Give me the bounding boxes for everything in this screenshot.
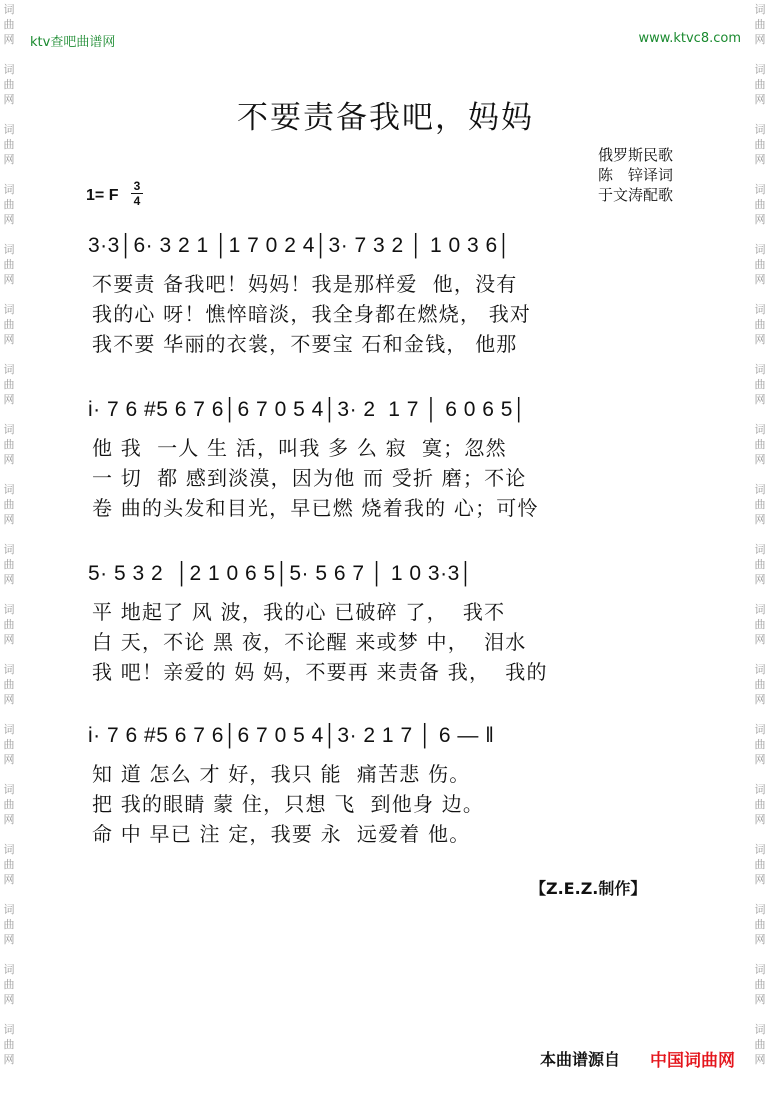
watermark-text: 词 曲 网: [754, 723, 766, 766]
song-title: 不要责备我吧，妈妈: [237, 100, 534, 136]
watermark-text: 词 曲 网: [3, 723, 15, 766]
watermark-text: 词 曲 网: [754, 63, 766, 106]
key-signature: 1= F: [86, 187, 119, 204]
watermark-text: 词 曲 网: [754, 123, 766, 166]
lyric-line-1-verse-2: 我的心 呀！憔悴暗淡，我全身都在燃烧， 我对: [92, 302, 532, 326]
lyric-line-3-verse-3: 我 吧！亲爱的 妈 妈，不要再 来责备 我， 我的: [92, 660, 548, 684]
watermark-text: 词 曲 网: [3, 243, 15, 286]
watermark-text: 词 曲 网: [3, 183, 15, 226]
source-label: 本曲谱源自: [540, 1050, 621, 1069]
watermark-text: 词 曲 网: [3, 963, 15, 1006]
watermark-text: 词 曲 网: [754, 3, 766, 46]
watermark-text: 词 曲 网: [3, 663, 15, 706]
lyric-line-3-verse-2: 白 天，不论 黑 夜，不论醒 来或梦 中， 泪水: [92, 630, 527, 654]
watermark-text: 词 曲 网: [3, 303, 15, 346]
watermark-text: 词 曲 网: [754, 303, 766, 346]
time-signature-top: 3: [133, 179, 141, 193]
notation-line-3: 5· 5 3 2 │2 1 0 6 5│5· 5 6 7 │ 1 0 3·3│: [88, 562, 474, 585]
watermark-text: 词 曲 网: [3, 483, 15, 526]
maker-tag: 【Z.E.Z.制作】: [530, 879, 647, 898]
watermark-text: 词 曲 网: [754, 603, 766, 646]
watermark-text: 词 曲 网: [3, 783, 15, 826]
watermark-text: 词 曲 网: [754, 663, 766, 706]
lyric-line-1-verse-1: 不要责 备我吧！妈妈！我是那样爱 他，没有: [92, 272, 518, 296]
site-name-left[interactable]: ktv查吧曲谱网: [30, 35, 116, 50]
notation-line-1: 3·3│6· 3 2 1 │1 7 0 2 4│3· 7 3 2 │ 1 0 3 6│: [88, 234, 512, 257]
watermark-text: 词 曲 网: [754, 483, 766, 526]
watermark-text: 词 曲 网: [3, 423, 15, 466]
lyric-line-4-verse-1: 知 道 怎么 才 好，我只 能 痛苦悲 伤。: [92, 762, 471, 786]
watermark-text: 词 曲 网: [754, 543, 766, 586]
watermark-text: 词 曲 网: [754, 243, 766, 286]
watermark-text: 词 曲 网: [754, 903, 766, 946]
watermark-text: 词 曲 网: [754, 363, 766, 406]
notation-line-4: i· 7 6 #5 6 7 6│6 7 0 5 4│3· 2 1 7 │ 6 — ‖: [88, 724, 495, 747]
watermark-text: 词 曲 网: [3, 3, 15, 46]
watermark-text: 词 曲 网: [754, 843, 766, 886]
lyric-line-2-verse-3: 卷 曲的头发和目光，早已燃 烧着我的 心；可怜: [92, 496, 539, 520]
watermark-text: 词 曲 网: [3, 903, 15, 946]
watermark-text: 词 曲 网: [3, 363, 15, 406]
lyric-line-1-verse-3: 我不要 华丽的衣裳，不要宝 石和金钱， 他那: [92, 332, 518, 356]
lyric-line-4-verse-2: 把 我的眼睛 蒙 住，只想 飞 到他身 边。: [92, 792, 485, 816]
lyric-line-4-verse-3: 命 中 早已 注 定，我要 永 远爱着 他。: [92, 822, 471, 846]
watermark-text: 词 曲 网: [754, 1023, 766, 1066]
watermark-text: 词 曲 网: [3, 543, 15, 586]
watermark-text: 词 曲 网: [3, 1023, 15, 1066]
lyric-line-3-verse-1: 平 地起了 风 波，我的心 已破碎 了， 我不: [92, 600, 506, 624]
watermark-text: 词 曲 网: [3, 843, 15, 886]
watermark-text: 词 曲 网: [3, 603, 15, 646]
watermark-text: 词 曲 网: [754, 963, 766, 1006]
watermark-text: 词 曲 网: [3, 63, 15, 106]
watermark-text: 词 曲 网: [754, 183, 766, 226]
song-credits: 俄罗斯民歌 陈 锌译词 于文涛配歌: [598, 146, 674, 204]
source-site-link[interactable]: 中国词曲网: [650, 1051, 735, 1071]
site-url-right[interactable]: www.ktvc8.com: [638, 31, 741, 46]
watermark-text: 词 曲 网: [754, 783, 766, 826]
time-signature-bottom: 4: [133, 194, 141, 208]
lyric-line-2-verse-2: 一 切 都 感到淡漠，因为他 而 受折 磨；不论: [92, 466, 527, 490]
watermark-text: 词 曲 网: [754, 423, 766, 466]
time-signature: [131, 180, 143, 207]
notation-line-2: i· 7 6 #5 6 7 6│6 7 0 5 4│3· 2 1 7 │ 6 0 6 5│: [88, 398, 527, 421]
lyric-line-2-verse-1: 他 我 一人 生 活，叫我 多 么 寂 寞；忽然: [92, 436, 507, 460]
watermark-text: 词 曲 网: [3, 123, 15, 166]
